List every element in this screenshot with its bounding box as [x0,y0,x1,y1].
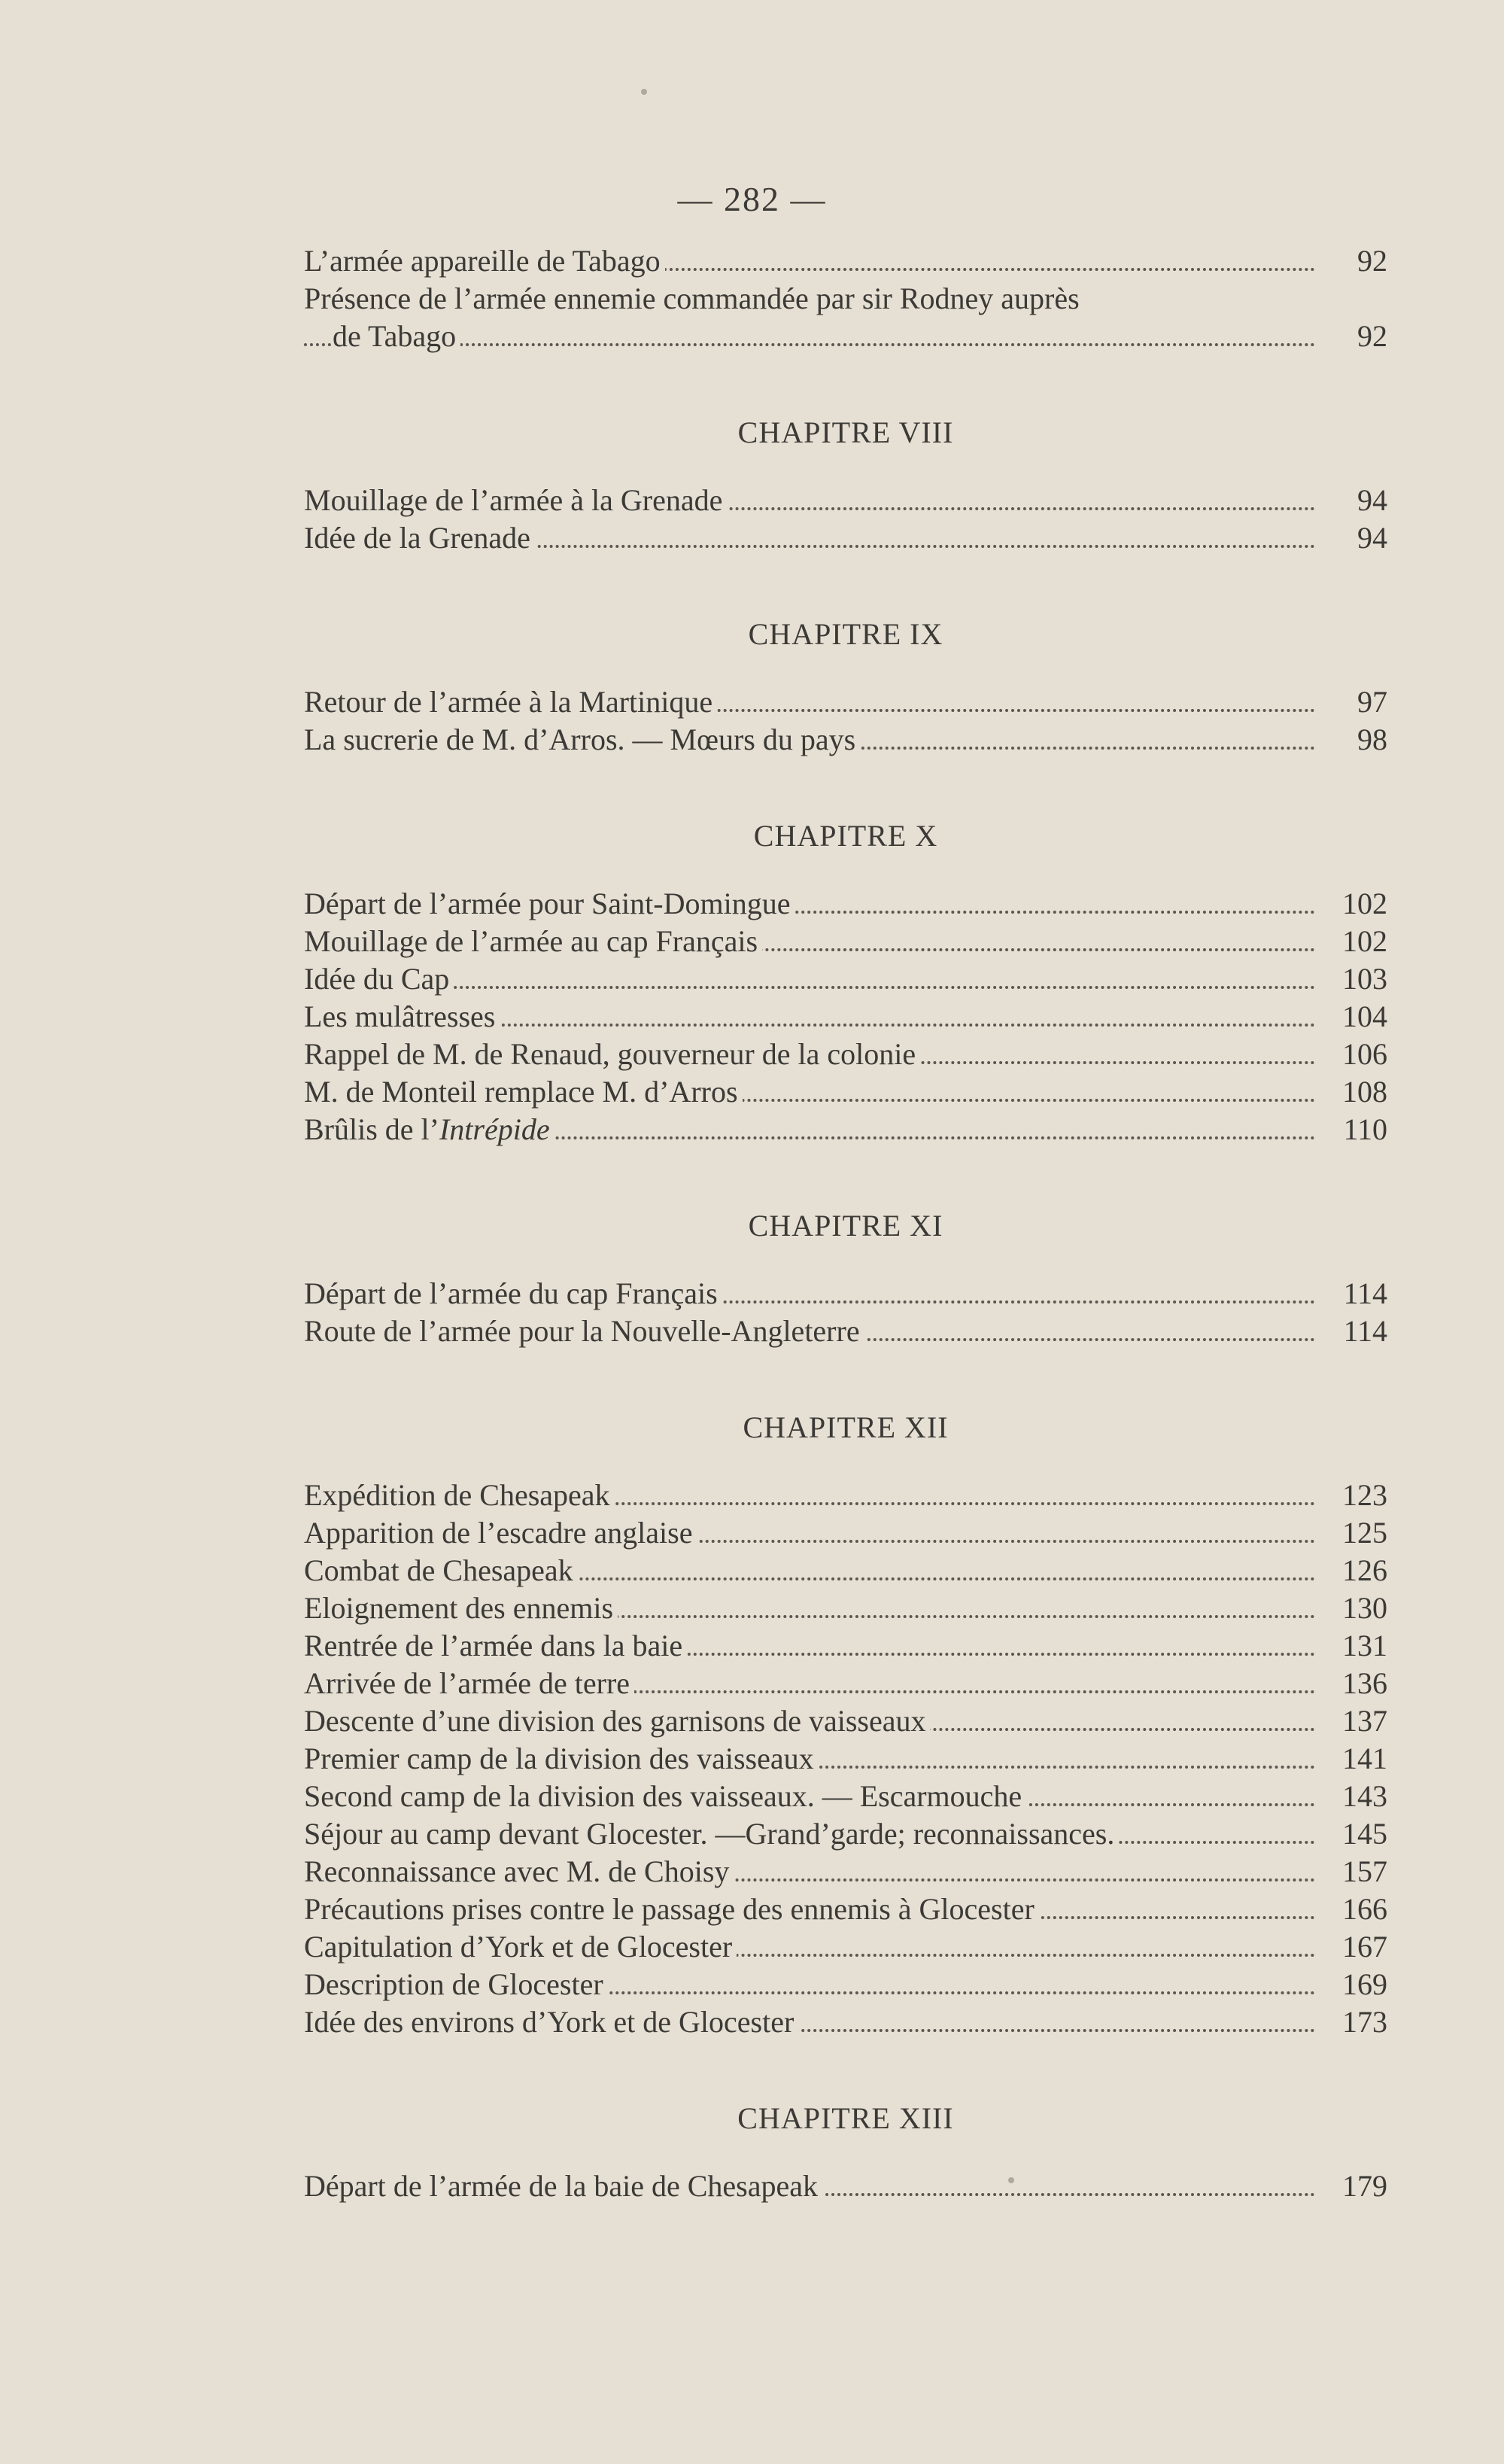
entry-page: 104 [1320,998,1387,1036]
toc-entry [304,721,1387,759]
entry-page: 102 [1320,885,1387,923]
entry-title-text: Route de l’armée pour la Nouvelle-Angleterre [304,1314,860,1348]
entry-title [304,1779,1026,1813]
entry-page: 92 [1320,318,1387,355]
entry-page: 157 [1320,1853,1387,1891]
entry-title [304,483,727,517]
entry-page: 114 [1320,1313,1387,1350]
entry-page: 98 [1320,721,1387,759]
toc-entry [304,923,1387,960]
entry-title-text: Précautions prises contre le passage des ennemis à Glocester [304,1892,1035,1926]
entry-page: 145 [1320,1815,1387,1853]
entry-page: 92 [1320,242,1387,280]
entry-title-text: Départ de l’armée pour Saint-Domingue [304,887,791,920]
entry-page: 114 [1320,1275,1387,1313]
entry-page: 102 [1320,923,1387,960]
entry-title [304,1276,722,1310]
toc-entry [304,1815,1387,1853]
entry-title [304,999,500,1033]
entry-title [304,1967,608,2001]
entry-title [304,1704,930,1738]
entry-page: 173 [1320,2003,1387,2041]
entry-title [304,685,717,719]
entry-title-text: La sucrerie de M. d’Arros. — Mœurs du pays [304,722,856,756]
entry-title-text: Départ de l’armée de la baie de Chesapeak [304,2169,818,2203]
entry-title-text: Capitulation d’York et de Glocester [304,1930,733,1964]
entry-title-text: Rentrée de l’armée dans la baie [304,1629,683,1662]
dot-leader [304,986,1315,989]
entry-page: 123 [1320,1477,1387,1514]
toc-entry [304,1589,1387,1627]
entry-title-text: Idée de la Grenade [304,521,530,555]
entry-page: 141 [1320,1740,1387,1778]
entry-page: 131 [1320,1627,1387,1665]
entry-title [304,1817,1119,1851]
toc-entry [304,1552,1387,1589]
entry-title [304,1666,634,1700]
entry-title [304,521,535,555]
entry-title-text: Apparition de l’escadre anglaise [304,1516,693,1550]
chapters [304,414,1387,2205]
entry-page: 167 [1320,1928,1387,1966]
entry-title-text: Combat de Chesapeak [304,1553,573,1587]
entry-title [304,1112,555,1146]
entry-title [304,887,795,920]
entry-title [304,1930,737,1964]
top-entries [304,242,1387,355]
entry-page: 97 [1320,683,1387,721]
entry-page: 179 [1320,2167,1387,2205]
entry-title [304,962,454,996]
toc-entry [304,1740,1387,1778]
entry-title [304,1742,819,1775]
entry-page: 108 [1320,1073,1387,1111]
entry-title-text: Descente d’une division des garnisons de vaisseaux [304,1704,926,1738]
entry-title-text: Idée du Cap [304,962,450,996]
entry-page: 94 [1320,482,1387,519]
toc-entry [304,1313,1387,1350]
entry-title [304,1075,743,1109]
toc-entry [304,519,1387,557]
entry-page: 143 [1320,1778,1387,1815]
entry-title-text: Retour de l’armée à la Martinique [304,685,713,719]
entry-title-text: Départ de l’armée du cap Français [304,1276,718,1310]
entry-page: 94 [1320,519,1387,557]
toc-entry [304,885,1387,923]
entry-page: 103 [1320,960,1387,998]
paper-speck [641,89,647,95]
entry-title [304,2005,798,2039]
entry-title-continued: de Tabago [333,319,460,353]
chapter-heading: CHAPITRE X [753,819,938,853]
entry-page: 125 [1320,1514,1387,1552]
page-number: — 282 — [677,180,827,218]
entry-page: 110 [1320,1111,1387,1148]
entry-title-text: Rappel de M. de Renaud, gouverneur de la colonie [304,1037,916,1071]
toc-entry [304,242,1387,280]
chapter-heading: CHAPITRE XII [743,1410,949,1444]
chapter-heading: CHAPITRE XI [748,1209,943,1243]
toc-entry [304,1477,1387,1514]
toc-entry [304,1665,1387,1702]
toc-entry [304,1036,1387,1073]
entry-title-text: Mouillage de l’armée à la Grenade [304,483,723,517]
table-of-contents [304,242,1387,2205]
entry-page: 130 [1320,1589,1387,1627]
entry-title-text: Second camp de la division des vaisseaux. — Escarmouche [304,1779,1022,1813]
entry-title-text: Eloignement des ennemis [304,1591,614,1625]
entry-title: L’armée appareille de Tabago [304,244,665,278]
entry-title-text: M. de Monteil remplace M. d’Arros [304,1075,738,1109]
entry-title [304,2169,822,2203]
toc-entry [304,998,1387,1036]
entry-page: 106 [1320,1036,1387,1073]
toc-entry [304,1928,1387,1966]
toc-entry [304,1111,1387,1148]
entry-title-text: Les mulâtresses [304,999,496,1033]
entry-title [304,1478,615,1512]
entry-title-text: Arrivée de l’armée de terre [304,1666,630,1700]
toc-entry [304,683,1387,721]
chapter-heading: CHAPITRE XIII [737,2101,954,2135]
toc-entry [304,1966,1387,2003]
entry-page: 136 [1320,1665,1387,1702]
entry-title [304,1591,618,1625]
entry-title-text: Premier camp de la division des vaisseaux [304,1742,814,1775]
entry-page: 137 [1320,1702,1387,1740]
toc-entry [304,1702,1387,1740]
toc-entry [304,1627,1387,1665]
chapter-heading: CHAPITRE IX [748,617,943,651]
entry-title-text: Idée des environs d’York et de Glocester [304,2005,795,2039]
entry-title [304,722,860,756]
toc-entry [304,482,1387,519]
toc-entry [304,1514,1387,1552]
toc-entry [304,2167,1387,2205]
entry-title [304,1516,697,1550]
toc-entry-first-line [304,280,1387,318]
entry-page: 166 [1320,1891,1387,1928]
entry-title-text: Reconnaissance avec M. de Choisy [304,1854,730,1888]
toc-entry [304,1073,1387,1111]
entry-title [304,924,762,958]
entry-title-text: Expédition de Chesapeak [304,1478,610,1512]
entry-page: 169 [1320,1966,1387,2003]
entry-title: Présence de l’armée ennemie commandée par sir Rodney auprès [304,281,1084,315]
chapter-heading: CHAPITRE VIII [737,415,954,449]
toc-entry [304,1275,1387,1313]
entry-title [304,1037,920,1071]
toc-entry [304,1778,1387,1815]
entry-title [304,1314,864,1348]
toc-entry [304,960,1387,998]
toc-entry [304,1891,1387,1928]
entry-title [304,1553,578,1587]
entry-page: 126 [1320,1552,1387,1589]
entry-title [304,1629,687,1662]
entry-title-text: Description de Glocester [304,1967,603,2001]
entry-title [304,1854,734,1888]
toc-entry [304,1853,1387,1891]
entry-title-text: Mouillage de l’armée au cap Français [304,924,758,958]
toc-entry [304,2003,1387,2041]
entry-title-text: Brûlis de l’ [304,1112,439,1146]
entry-title-italic: Intrépide [439,1112,550,1146]
entry-title-text: Séjour au camp devant Glocester. —Grand’garde; reconnaissances. [304,1817,1115,1851]
entry-title [304,1892,1039,1926]
toc-entry-continuation [304,318,1387,355]
